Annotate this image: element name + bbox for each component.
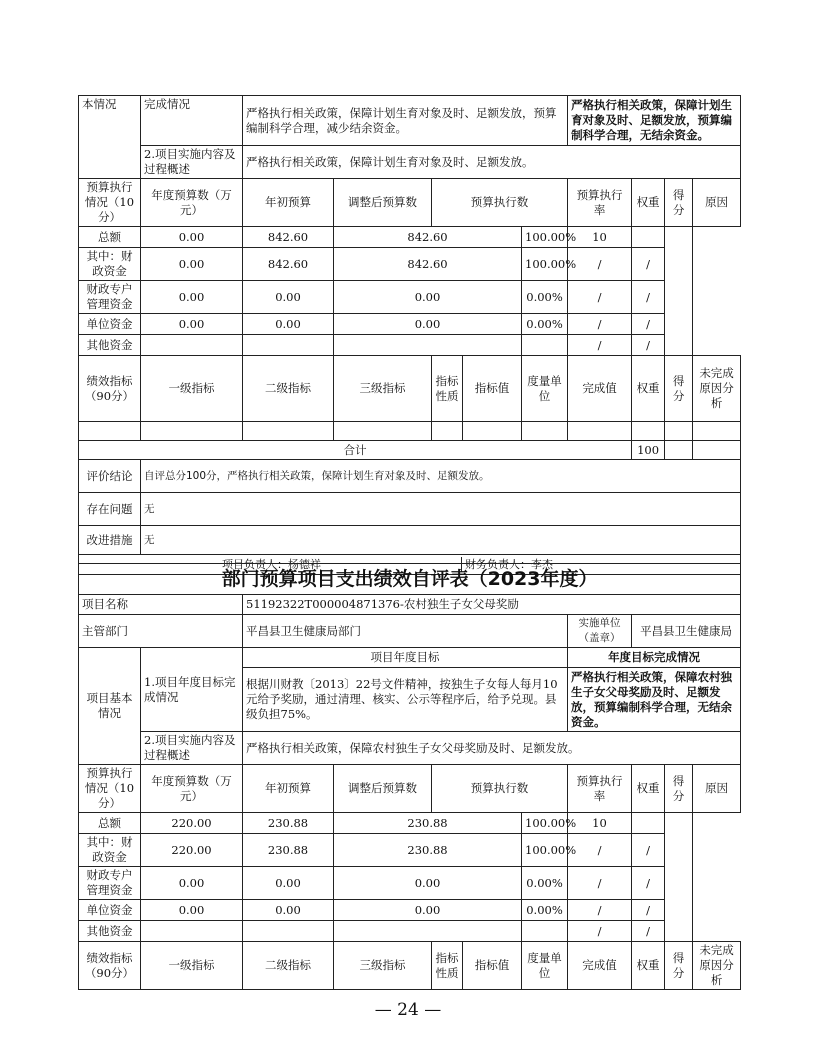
budget-cell: / — [632, 921, 665, 942]
performance-indicator-label: 绩效指标（90分） — [79, 942, 141, 990]
budget-cell: / — [568, 314, 632, 335]
budget-cell: / — [568, 335, 632, 356]
performance-indicator-label: 绩效指标（90分） — [79, 356, 141, 422]
budget-row-label: 其中：财政资金 — [79, 248, 141, 281]
issues-label: 存在问题 — [79, 493, 141, 526]
project-lead: 项目负责人：杨德祥 — [79, 557, 462, 572]
issues-text: 无 — [141, 493, 741, 526]
perf-header: 完成值 — [568, 942, 632, 990]
perf-header: 三级指标 — [334, 356, 432, 422]
budget-rows — [79, 813, 741, 942]
table-title: 部门预算项目支出绩效自评表（2023年度） — [79, 564, 741, 595]
budget-cell — [243, 335, 334, 356]
implementing-unit-value: 平昌县卫生健康局 — [632, 615, 741, 648]
annual-goal-text: 根据川财教〔2013〕22号文件精神，按独生子女每人每月10元给予奖励，通过清理、核实、公示等程序后，给予兑现。县级负担75%。 — [243, 668, 568, 732]
perf-header: 指标值 — [463, 942, 522, 990]
perf-header: 二级指标 — [243, 356, 334, 422]
budget-row-label: 其他资金 — [79, 921, 141, 942]
budget-header: 年度预算数（万元） — [141, 179, 243, 227]
goal-completion-text: 严格执行相关政策，保障农村独生子女父母奖励及时、足额发放，预算编制科学合理，无结余资金。 — [568, 668, 741, 732]
goal-header: 项目年度目标 — [243, 648, 568, 668]
budget-row-label: 总额 — [79, 813, 141, 834]
budget-cell: / — [632, 281, 665, 314]
budget-cell — [243, 921, 334, 942]
budget-row — [79, 248, 741, 281]
perf-header: 一级指标 — [141, 356, 243, 422]
budget-cell: 0.00 — [141, 867, 243, 900]
budget-cell: 100.00% — [522, 813, 568, 834]
project-name-value: 51192322T000004871376-农村独生子女父母奖励 — [243, 595, 741, 615]
budget-execution-label: 预算执行情况（10分） — [79, 179, 141, 227]
improvement-text: 无 — [141, 526, 741, 555]
budget-row — [79, 921, 741, 942]
budget-cell: 0.00 — [243, 900, 334, 921]
total-weight: 100 — [632, 441, 665, 460]
budget-header: 预算执行率 — [568, 179, 632, 227]
budget-cell: 100.00% — [522, 227, 568, 248]
basic-info-label: 本情况 — [79, 96, 141, 179]
budget-header: 得分 — [665, 179, 693, 227]
budget-cell: 100.00% — [522, 248, 568, 281]
improvement-label: 改进措施 — [79, 526, 141, 555]
budget-rows — [79, 227, 741, 356]
finance-lead: 财务负责人：李杰 — [465, 558, 553, 571]
budget-cell: / — [632, 867, 665, 900]
budget-header: 预算执行率 — [568, 765, 632, 813]
budget-cell: 0.00 — [334, 900, 522, 921]
budget-cell — [141, 921, 243, 942]
budget-cell: 230.88 — [334, 813, 522, 834]
reason-cell — [665, 227, 693, 356]
total-label: 合计 — [79, 441, 632, 460]
budget-cell: 10 — [568, 227, 632, 248]
budget-row — [79, 834, 741, 867]
budget-cell: 0.00 — [334, 314, 522, 335]
budget-cell: / — [632, 248, 665, 281]
budget-header: 原因 — [693, 179, 741, 227]
budget-cell — [334, 335, 522, 356]
goal-completion-text: 严格执行相关政策，保障计划生育对象及时、足额发放，预算编制科学合理，无结余资金。 — [568, 96, 741, 146]
perf-header: 权重 — [632, 942, 665, 990]
project-name-label: 项目名称 — [79, 595, 243, 615]
budget-row-label: 财政专户管理资金 — [79, 281, 141, 314]
budget-cell: 0.00% — [522, 867, 568, 900]
goal-label: 1.项目年度目标完成情况 — [141, 648, 243, 732]
budget-row — [79, 335, 741, 356]
budget-cell: 230.88 — [243, 813, 334, 834]
budget-row-label: 其中：财政资金 — [79, 834, 141, 867]
budget-cell: / — [568, 921, 632, 942]
evaluation-table-continued — [78, 95, 741, 575]
perf-header: 未完成原因分析 — [693, 942, 741, 990]
department-label: 主管部门 — [79, 615, 243, 648]
implementation-text: 严格执行相关政策，保障农村独生子女父母奖励及时、足额发放。 — [243, 732, 741, 765]
budget-cell: 100.00% — [522, 834, 568, 867]
perf-header: 指标值 — [463, 356, 522, 422]
perf-header: 度量单位 — [522, 942, 568, 990]
budget-row — [79, 281, 741, 314]
budget-row — [79, 813, 741, 834]
budget-row-label: 单位资金 — [79, 900, 141, 921]
budget-cell: 0.00 — [243, 314, 334, 335]
budget-cell: 842.60 — [334, 248, 522, 281]
budget-header: 得分 — [665, 765, 693, 813]
budget-cell: 0.00 — [141, 281, 243, 314]
budget-row — [79, 227, 741, 248]
budget-row — [79, 314, 741, 335]
budget-cell: 230.88 — [334, 834, 522, 867]
budget-cell: 842.60 — [243, 248, 334, 281]
budget-cell: / — [632, 314, 665, 335]
budget-row — [79, 900, 741, 921]
budget-row-label: 财政专户管理资金 — [79, 867, 141, 900]
budget-cell: 0.00% — [522, 900, 568, 921]
budget-row — [79, 867, 741, 900]
perf-header: 度量单位 — [522, 356, 568, 422]
budget-cell: 0.00 — [141, 227, 243, 248]
budget-cell: 0.00% — [522, 281, 568, 314]
budget-cell: 0.00 — [141, 248, 243, 281]
budget-header: 原因 — [693, 765, 741, 813]
perf-header: 权重 — [632, 356, 665, 422]
budget-cell — [632, 813, 665, 834]
budget-header: 预算执行数 — [432, 765, 568, 813]
basic-info-label: 项目基本情况 — [79, 648, 141, 765]
budget-header: 年初预算 — [243, 765, 334, 813]
budget-cell: / — [568, 834, 632, 867]
reason-cell — [665, 813, 693, 942]
budget-row-label: 单位资金 — [79, 314, 141, 335]
budget-cell: 0.00 — [141, 314, 243, 335]
department-value: 平昌县卫生健康局部门 — [243, 615, 568, 648]
budget-cell: 220.00 — [141, 813, 243, 834]
budget-header: 权重 — [632, 765, 665, 813]
budget-cell — [522, 335, 568, 356]
perf-header: 指标性质 — [432, 942, 463, 990]
perf-header: 一级指标 — [141, 942, 243, 990]
perf-header: 得分 — [665, 356, 693, 422]
perf-header: 完成值 — [568, 356, 632, 422]
budget-cell: 220.00 — [141, 834, 243, 867]
budget-header: 调整后预算数 — [334, 765, 432, 813]
budget-cell: / — [632, 335, 665, 356]
budget-cell: 0.00 — [243, 867, 334, 900]
completion-label: 完成情况 — [141, 96, 243, 146]
budget-cell — [141, 335, 243, 356]
implementation-label: 2.项目实施内容及过程概述 — [141, 732, 243, 765]
budget-header: 年初预算 — [243, 179, 334, 227]
budget-header: 预算执行数 — [432, 179, 568, 227]
budget-execution-label: 预算执行情况（10分） — [79, 765, 141, 813]
budget-cell: / — [632, 900, 665, 921]
perf-header: 得分 — [665, 942, 693, 990]
budget-row-label: 总额 — [79, 227, 141, 248]
perf-header: 二级指标 — [243, 942, 334, 990]
annual-goal-text: 严格执行相关政策，保障计划生育对象及时、足额发放，预算编制科学合理，减少结余资金。 — [243, 96, 568, 146]
implementing-unit-label: 实施单位（盖章） — [568, 615, 632, 648]
empty-row — [79, 422, 741, 441]
budget-cell: 0.00% — [522, 314, 568, 335]
budget-header: 调整后预算数 — [334, 179, 432, 227]
implementation-label: 2.项目实施内容及过程概述 — [141, 146, 243, 179]
page-number: — 24 — — [374, 1000, 442, 1020]
budget-cell: / — [568, 867, 632, 900]
budget-cell: 842.60 — [334, 227, 522, 248]
perf-header: 三级指标 — [334, 942, 432, 990]
budget-cell: 230.88 — [243, 834, 334, 867]
budget-header: 年度预算数（万元） — [141, 765, 243, 813]
evaluation-label: 评价结论 — [79, 460, 141, 493]
completion-header: 年度目标完成情况 — [568, 648, 741, 668]
budget-cell: 0.00 — [334, 281, 522, 314]
evaluation-table — [78, 563, 741, 990]
budget-header: 权重 — [632, 179, 665, 227]
perf-header: 指标性质 — [432, 356, 463, 422]
budget-cell: / — [568, 248, 632, 281]
budget-row-label: 其他资金 — [79, 335, 141, 356]
budget-cell — [334, 921, 522, 942]
budget-cell: 842.60 — [243, 227, 334, 248]
budget-cell: 10 — [568, 813, 632, 834]
implementation-text: 严格执行相关政策，保障计划生育对象及时、足额发放。 — [243, 146, 741, 179]
budget-cell: / — [568, 900, 632, 921]
budget-cell — [632, 227, 665, 248]
budget-cell — [522, 921, 568, 942]
budget-cell: 0.00 — [243, 281, 334, 314]
perf-header: 未完成原因分析 — [693, 356, 741, 422]
evaluation-text: 自评总分100分，严格执行相关政策，保障计划生育对象及时、足额发放。 — [141, 460, 741, 493]
budget-cell: 0.00 — [334, 867, 522, 900]
budget-cell: 0.00 — [141, 900, 243, 921]
budget-cell: / — [632, 834, 665, 867]
budget-cell: / — [568, 281, 632, 314]
